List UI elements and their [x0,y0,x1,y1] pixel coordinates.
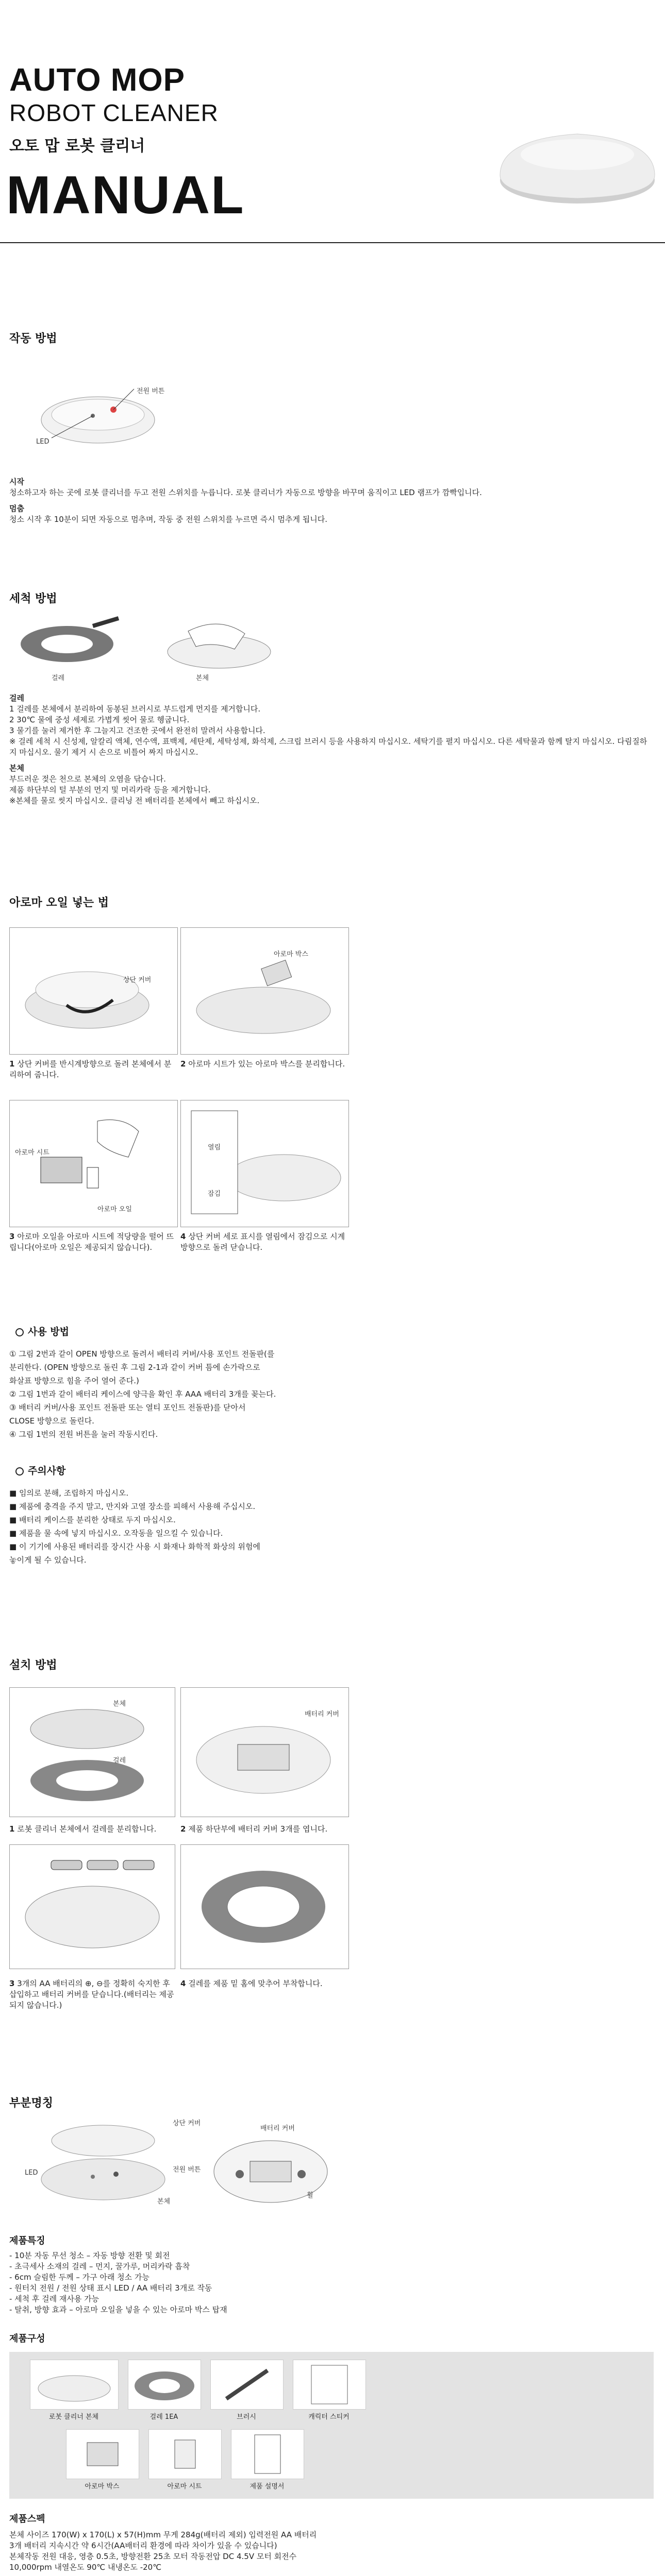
spec-line: 10,000rpm 내열온도 90℃ 내냉온도 -20℃ [9,2563,162,2572]
item-label: 아로마 박스 [85,2483,120,2490]
label-aroma-oil: 아로마 오일 [97,1206,132,1213]
item-label: 캐릭터 스티커 [308,2413,350,2421]
install-figure-2 [180,1687,349,1817]
install-step2-illustration [181,1688,348,1817]
item-sticker-image [293,2360,366,2410]
item-brush-image [210,2360,284,2410]
install-figure-3 [9,1844,175,1969]
aroma-step-1: 1 상단 커버를 반시계방향으로 돌려 본체에서 분리하여 줍니다. [9,1059,172,1079]
manual-title: MANUAL [6,165,245,225]
caution-line: ■ 제품을 물 속에 넣지 마십시오. 오작동을 일으킬 수 있습니다. [9,1529,223,1538]
install-figure-4 [180,1844,349,1969]
label-mop: 걸레 [52,674,65,682]
aroma-figure-3 [9,1100,178,1227]
usage-line: CLOSE 방향으로 돌린다. [9,1416,94,1426]
label-battery-cover: 배터리 커버 [305,1710,339,1718]
caution-line: ■ 임의로 분해, 조립하지 마십시오. [9,1488,129,1498]
caution-line: ■ 제품에 충격을 주지 말고, 만지와 고열 장소를 피해서 사용해 주십시오. [9,1502,256,1511]
label-led: LED [36,438,49,446]
install-step-1: 1 로봇 클리너 본체에서 걸레를 분리합니다. [9,1824,157,1834]
mop-line: 2 30℃ 물에 중성 세제로 가볍게 씻어 물로 헹굽니다. [9,715,190,724]
washing-title: 세척 방법 [9,592,57,605]
item-label: 제품 설명서 [250,2483,285,2490]
item-robot-body-image [30,2360,119,2410]
label-power-button: 전원 버튼 [137,387,165,395]
aroma-figure-2 [180,927,349,1055]
item-aroma-box-image [66,2429,139,2479]
aroma-step2-illustration [181,928,348,1054]
usage-list [9,1347,654,1441]
label-led: LED [25,2169,38,2177]
parts-bottom-figure [209,2133,332,2210]
install-figure-1 [9,1687,175,1817]
caution-line: ■ 이 기기에 사용된 배터리를 장시간 사용 시 화재나 화학적 화상의 위험에 [9,1542,260,1551]
install-step-4: 4 걸레를 제품 밑 홈에 맞추어 부착합니다. [180,1979,323,1988]
mop-line: 3 물기를 눌러 제거한 후 그늘지고 건조한 곳에서 완전히 말려서 사용합니다. [9,726,265,735]
brand-subtitle: ROBOT CLEANER [9,99,219,126]
install-title: 설치 방법 [9,1659,57,1672]
label-aroma-box: 아로마 박스 [274,951,308,958]
components-title: 제품구성 [9,2333,45,2344]
item-aroma-sheet-image [148,2429,222,2479]
aroma-figure-1 [9,927,178,1055]
feature-line: - 세척 후 걸레 재사용 가능 [9,2294,99,2303]
caution1-title: 주의사항 [15,1463,65,1477]
aroma-step1-illustration [10,928,177,1054]
usage-line: 화살표 방향으로 힘을 주어 열어 준다.) [9,1376,139,1385]
usage-title: 사용 방법 [15,1324,69,1338]
header [0,0,665,242]
label-open: 열림 [208,1144,221,1151]
bullet-circle-icon [15,1328,24,1336]
body-title: 본체 [9,764,24,773]
stop-text: 청소 시작 후 10분이 되면 자동으로 멈추며, 작동 중 전원 스위치를 누르면 즉시 멈추게 됩니다. [9,515,328,524]
components-box [9,2352,654,2499]
install-step-2: 2 제품 하단부에 배터리 커버 3개를 엽니다. [180,1824,328,1834]
mop-wash-figure [15,616,124,667]
item-manual-image [231,2429,304,2479]
body-line: 부드러운 젖은 천으로 본체의 오염을 닦습니다. [9,774,166,784]
usage-line: ④ 그림 1번의 전원 버튼을 눌러 작동시킨다. [9,1430,158,1439]
item-label: 걸레 1EA [149,2413,178,2421]
feature-line: - 원터치 전원 / 전원 상태 표시 LED / AA 배터리 3개로 작동 [9,2283,212,2293]
start-text: 청소하고자 하는 곳에 로봇 클리너를 두고 전원 스위치를 누릅니다. 로봇 클리너가 자동으로 방향을 바꾸며 움직이고 LED 램프가 깜빡입니다. [9,488,482,497]
label-mop: 걸레 [113,1757,126,1765]
usage-line: 분리한다. (OPEN 방향으로 돌린 후 그림 2-1과 같이 커버 틈에 손가락으로 [9,1363,260,1372]
aroma-step3-illustration [10,1100,177,1227]
mop-line: 1 걸레를 본체에서 분리하여 동봉된 브러시로 부드럽게 먼지를 제거합니다. [9,704,261,714]
brand-korean: 오토 맙 로봇 클리너 [9,137,145,155]
body-line: 제품 하단부의 털 부분의 먼지 및 머리카락 등을 제거합니다. [9,785,211,794]
parts-top-figure [26,2117,191,2205]
spec-line: 본체 사이즈 170(W) x 170(L) x 57(H)mm 무게 284g(배터리 제외) 입력전원 AA 배터리 [9,2530,317,2539]
feature-line: - 6cm 슬림한 두께 – 가구 아래 청소 가능 [9,2273,149,2282]
label-body: 본체 [113,1700,126,1708]
body-wipe-figure [157,611,281,672]
parts-title: 부분명칭 [9,2097,54,2110]
install-step1-illustration [10,1688,175,1817]
item-label: 로봇 클리너 본체 [48,2413,99,2421]
specs-text [9,2530,649,2573]
label-wheel: 휠 [307,2192,313,2199]
divider [0,242,665,243]
start-title: 시작 [9,477,24,486]
operation-title: 작동 방법 [9,332,57,345]
bullet-circle-icon [15,1467,24,1476]
item-mop-image [128,2360,201,2410]
label-locked: 잠김 [208,1190,221,1198]
spec-line: 본체작동 전원 대응, 영층 0.5초, 방향전환 25초 모터 작동전압 DC 4.5V 모터 회전수 [9,2552,297,2561]
label-power-button: 전원 버튼 [173,2166,201,2174]
mop-line: ※ 걸레 세척 시 신성제, 알칼리 액체, 연수액, 표백제, 세탄제, 세탁성제, 화석제, 스크립 브러시 등을 사용하지 마십시오. 세탁기를 펼지 마십시오. 다른 세탁물과 함께 탈지 마십시오. 다림질하지 마십시오. 물기 제거 시 손으로 비틀어 짜지 마십시오. [9,737,647,757]
label-aroma-sheet: 아로마 시트 [15,1149,49,1157]
label-top-cover: 상단 커버 [123,976,152,984]
install-step4-illustration [181,1845,348,1969]
robot-cleaner-product-image [495,118,660,211]
feature-line: - 초극세사 소재의 걸레 – 먼지, 꿀가루, 머리카락 흡착 [9,2262,190,2271]
body-line: ※본체를 물로 씻지 마십시오. 클리닝 전 배터리를 본체에서 빼고 하십시오. [9,796,260,805]
aroma-step-3: 3 아로마 오일을 아로마 시트에 적당량을 떨어 뜨립니다(아로마 오일은 제공되지 않습니다). [9,1232,174,1252]
stop-title: 멈춤 [9,504,24,513]
label-body: 본체 [157,2198,171,2206]
specs-title: 제품스펙 [9,2514,45,2524]
item-label: 브러시 [237,2413,256,2421]
features-list [9,2250,649,2315]
usage-line: ③ 배터리 커버/사용 포인트 전돌판 또는 열티 포인트 전돌판)를 닫아서 [9,1403,246,1412]
mop-title: 걸레 [9,693,24,703]
install-step3-illustration [10,1845,175,1969]
label-body: 본체 [196,674,209,682]
caution1-list [9,1486,654,1567]
item-label: 아로마 시트 [167,2483,202,2490]
feature-line: - 10분 자동 무선 청소 – 자동 방향 전환 및 회전 [9,2251,170,2260]
label-top-cover: 상단 커버 [173,2120,201,2127]
usage-line: ① 그림 2번과 같이 OPEN 방향으로 돌려서 배터리 커버/사용 포인트 전돌판(를 [9,1349,275,1359]
aroma-figure-4 [180,1100,349,1227]
aroma-title: 아로마 오일 넣는 법 [9,896,109,909]
washing-text [9,693,649,806]
caution-line: ■ 배터리 케이스를 분리한 상태로 두지 마십시오. [9,1515,176,1524]
aroma-step-2: 2 아로마 시트가 있는 아로마 박스를 분리합니다. [180,1059,345,1069]
features-title: 제품특징 [9,2235,45,2246]
label-battery-cover: 배터리 커버 [260,2125,295,2132]
feature-line: - 탈취, 방향 효과 – 아로마 오일을 넣을 수 있는 아로마 박스 탑재 [9,2305,227,2314]
operation-text [9,477,649,525]
brand-title: AUTO MOP [9,62,185,98]
caution-line: 놓이게 될 수 있습니다. [9,1555,87,1565]
spec-line: 3개 배터리 지속시간 약 6시간(AA배터리 환경에 따라 차이가 있을 수 있습니다) [9,2541,277,2550]
aroma-step4-illustration [181,1100,348,1227]
usage-line: ② 그림 1번과 같이 배터리 케이스에 양극을 확인 후 AAA 배터리 3개를 꽂는다. [9,1389,276,1399]
install-step-3: 3 3개의 AA 배터리의 ⊕, ⊖를 정확히 숙지한 후 삽입하고 배터리 커버를 닫습니다.(배터리는 제공되지 않습니다.) [9,1979,174,2010]
aroma-step-4: 4 상단 커버 세로 표시를 열림에서 잠김으로 시계 방향으로 돌려 닫습니다. [180,1232,345,1252]
